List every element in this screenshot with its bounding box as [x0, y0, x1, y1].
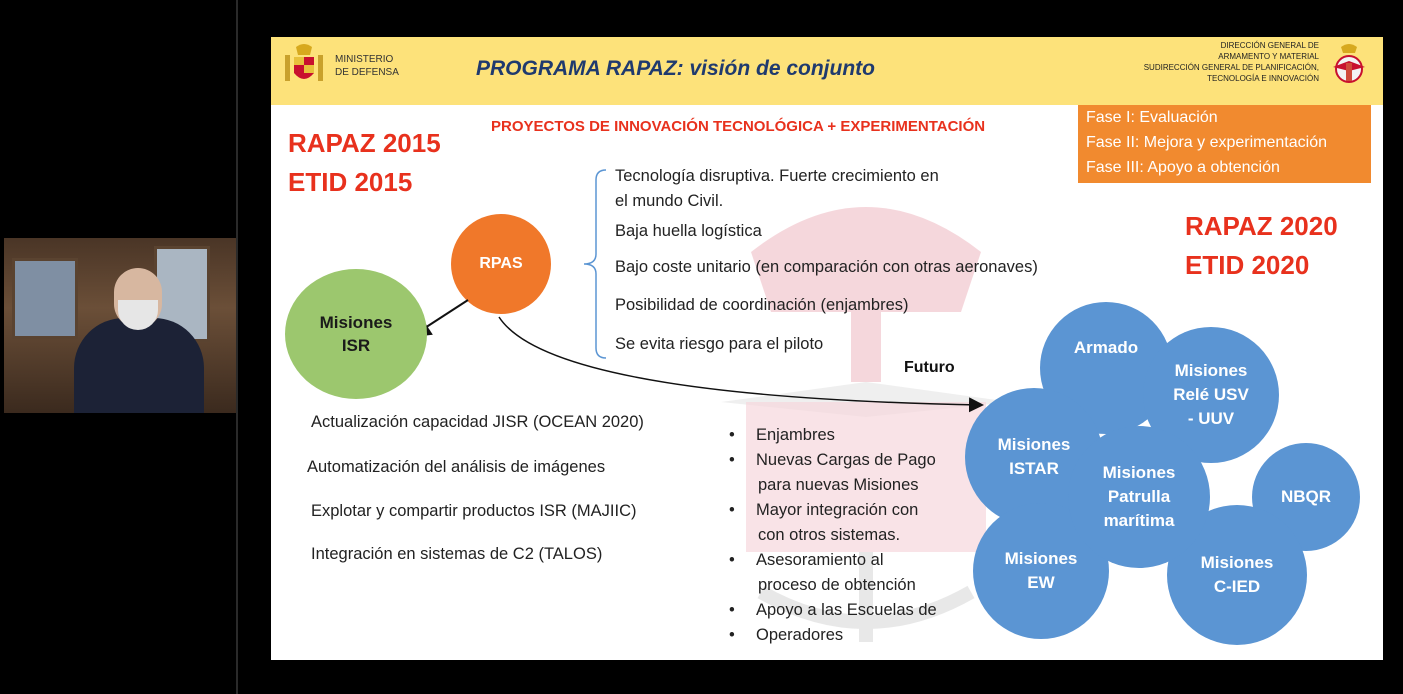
mission-ew-line: Misiones — [1004, 549, 1078, 568]
rpas-feature: el mundo Civil. — [615, 192, 724, 210]
future-bullet-text: Apoyo a las Escuelas de — [756, 601, 937, 619]
mission-patrulla-maritima — [1068, 426, 1210, 568]
future-bullet: • Asesoramiento al — [729, 551, 884, 569]
future-bullet-text: con otros sistemas. — [758, 526, 901, 544]
phase-2: Fase II: Mejora y experimentación — [1086, 134, 1327, 151]
ministry-line-2: DE DEFENSA — [335, 67, 399, 78]
future-bullets — [729, 423, 937, 648]
shared-slide — [271, 37, 1383, 660]
mission-rele-line: Relé USV — [1173, 385, 1249, 404]
isr-action: Actualización capacidad JISR (OCEAN 2020) — [311, 413, 644, 431]
painting-left — [12, 258, 78, 339]
rpas-feature: Se evita riesgo para el piloto — [615, 335, 824, 353]
future-bullet: • Mayor integración con — [729, 501, 919, 519]
mission-patrulla-line: marítima — [1103, 511, 1175, 530]
rpas-feature: Baja huella logística — [615, 222, 762, 240]
future-bullet: • Nuevas Cargas de Pago — [729, 451, 936, 469]
isr-action: Explotar y compartir productos ISR (MAJIIC) — [311, 502, 637, 520]
future-bullet-text: Enjambres — [756, 426, 835, 444]
future-bullet-text: proceso de obtención — [758, 576, 916, 594]
future-bullet-text: Asesoramiento al — [756, 551, 884, 569]
mission-rele-line: Misiones — [1174, 361, 1248, 380]
future-bullet: • Operadores — [729, 626, 844, 644]
isr-action: Automatización del análisis de imágenes — [307, 458, 606, 476]
rpas-feature: Posibilidad de coordinación (enjambres) — [615, 296, 909, 314]
future-bullet-text: Mayor integración con — [756, 501, 919, 519]
future-label: Futuro — [904, 359, 955, 376]
mission-nbqr-label: NBQR — [1280, 487, 1332, 506]
mission-rele-line: - UUV — [1187, 409, 1235, 428]
mission-cied-line: Misiones — [1200, 553, 1274, 572]
isr-label-line-1: Misiones — [319, 313, 393, 332]
future-bullet-text: para nuevas Misiones — [758, 476, 919, 494]
future-bullet-text: Nuevas Cargas de Pago — [756, 451, 936, 469]
future-bullet-text: Operadores — [756, 626, 844, 644]
future-bullet: • Enjambres — [729, 426, 835, 444]
speaker-body — [74, 318, 204, 413]
rpas-feature: Tecnología disruptiva. Fuerte crecimiento en — [615, 167, 939, 185]
left-title-line-1: RAPAZ 2015 — [288, 128, 441, 158]
slide-title: PROGRAMA RAPAZ: visión de conjunto — [476, 57, 875, 80]
dg-line-2: ARMAMENTO Y MATERIAL — [1218, 52, 1319, 61]
isr-label-line-2: ISR — [341, 336, 371, 355]
mission-istar-line: Misiones — [997, 435, 1071, 454]
left-title-line-2: ETID 2015 — [288, 167, 413, 197]
dg-line-1: DIRECCIÓN GENERAL DE — [1220, 41, 1319, 50]
phase-3: Fase III: Apoyo a obtención — [1086, 159, 1280, 176]
right-title-line-2: ETID 2020 — [1185, 250, 1310, 280]
ministry-line-1: MINISTERIO — [335, 54, 394, 65]
webcam-video-feed[interactable] — [4, 238, 236, 413]
future-bullet-continuation — [729, 523, 937, 548]
mission-cied-line: C-IED — [1213, 577, 1261, 596]
mission-ew-line: EW — [1027, 573, 1055, 592]
phase-1: Fase I: Evaluación — [1086, 109, 1218, 126]
future-bullet: • Apoyo a las Escuelas de — [729, 601, 937, 619]
dg-line-3: SUDIRECCIÓN GENERAL DE PLANIFICACIÓN, — [1143, 63, 1319, 72]
right-title-line-1: RAPAZ 2020 — [1185, 211, 1338, 241]
rpas-feature: Bajo coste unitario (en comparación con otras aeronaves) — [615, 258, 1038, 276]
panel-divider — [236, 0, 238, 694]
projects-heading: PROYECTOS DE INNOVACIÓN TECNOLÓGICA + EXPERIMENTACIÓN — [491, 118, 986, 135]
isr-action: Integración en sistemas de C2 (TALOS) — [311, 545, 603, 563]
mission-patrulla-line: Misiones — [1102, 463, 1176, 482]
future-bullet-continuation — [729, 473, 937, 498]
future-bullet-continuation — [729, 573, 937, 598]
rpas-label: RPAS — [479, 255, 523, 272]
mission-patrulla-line: Patrulla — [1107, 487, 1171, 506]
isr-circle — [285, 269, 427, 399]
mission-istar-line: ISTAR — [1009, 459, 1059, 478]
features-brace — [584, 170, 606, 358]
mission-armado-label: Armado — [1073, 338, 1139, 357]
dg-line-4: TECNOLOGÍA E INNOVACIÓN — [1207, 74, 1319, 83]
